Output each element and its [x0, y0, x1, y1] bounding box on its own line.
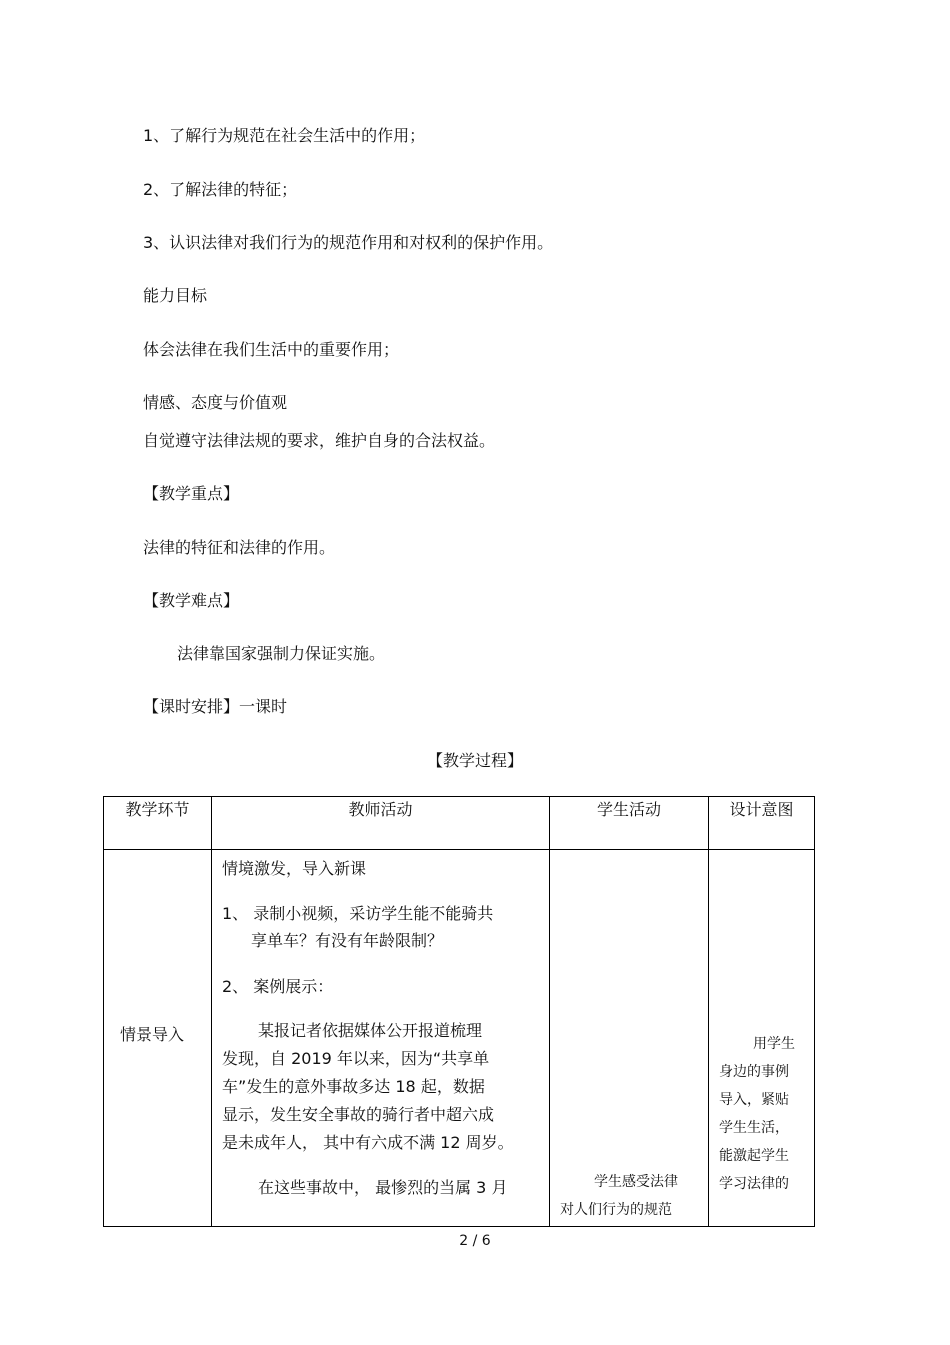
teacher-line: 是未成年人， 其中有六成不满 12 周岁。 [222, 1133, 514, 1152]
teaching-process-table [103, 796, 815, 1227]
cell-stage [104, 850, 212, 1227]
difficulty-text: 法律靠国家强制力保证实施。 [177, 644, 386, 663]
table-row [104, 850, 815, 1227]
page-number: 2 / 6 [459, 1233, 491, 1249]
intent-line: 身边的事例 [719, 1064, 789, 1080]
schedule: 【课时安排】一课时 [143, 697, 288, 716]
intent-line: 学习法律的 [719, 1176, 789, 1192]
emotion-title: 情感、态度与价值观 [143, 393, 288, 412]
teacher-line: 车”发生的意外事故多达 18 起，数据 [222, 1077, 485, 1096]
student-line: 对人们行为的规范 [560, 1202, 672, 1218]
teacher-line: 显示，发生安全事故的骑行者中超六成 [222, 1105, 495, 1124]
intent-line: 学生生活， [719, 1120, 789, 1136]
student-line: 学生感受法律 [594, 1174, 678, 1190]
cell-design-intent [709, 850, 815, 1227]
header-design-intent: 设计意图 [709, 797, 815, 850]
emotion-text: 自觉遵守法律法规的要求，维护自身的合法权益。 [143, 431, 496, 450]
ability-title: 能力目标 [143, 286, 208, 305]
teacher-line: 1、 录制小视频，采访学生能不能骑共 [222, 904, 494, 923]
intent-line: 导入，紧贴 [719, 1092, 789, 1108]
ability-text: 体会法律在我们生活中的重要作用； [143, 340, 400, 359]
key-points-text: 法律的特征和法律的作用。 [143, 538, 336, 557]
teacher-line: 某报记者依据媒体公开报道梳理 [258, 1021, 483, 1040]
objective-3: 3、认识法律对我们行为的规范作用和对权利的保护作用。 [143, 233, 554, 252]
teacher-line: 享单车？有没有年龄限制？ [251, 931, 444, 950]
header-teacher-activity: 教师活动 [212, 797, 550, 850]
teacher-line: 2、 案例展示： [222, 977, 334, 996]
difficulty-title: 【教学难点】 [143, 591, 240, 610]
teacher-line: 在这些事故中， 最惨烈的当属 3 月 [258, 1178, 508, 1197]
intent-line: 用学生 [753, 1036, 795, 1052]
table-header-row [104, 797, 815, 850]
objective-1: 1、了解行为规范在社会生活中的作用； [143, 126, 426, 145]
key-points-title: 【教学重点】 [143, 484, 240, 503]
objective-2: 2、了解法律的特征； [143, 180, 298, 199]
cell-student-activity [550, 850, 709, 1227]
stage-label: 情景导入 [120, 1025, 185, 1044]
cell-teacher-activity [212, 850, 550, 1227]
intent-line: 能激起学生 [719, 1148, 789, 1164]
teacher-line: 情境激发，导入新课 [222, 859, 367, 878]
process-title: 【教学过程】 [426, 751, 523, 770]
header-student-activity: 学生活动 [550, 797, 709, 850]
header-stage: 教学环节 [104, 797, 212, 850]
teacher-line: 发现，自 2019 年以来，因为“共享单 [222, 1049, 490, 1068]
